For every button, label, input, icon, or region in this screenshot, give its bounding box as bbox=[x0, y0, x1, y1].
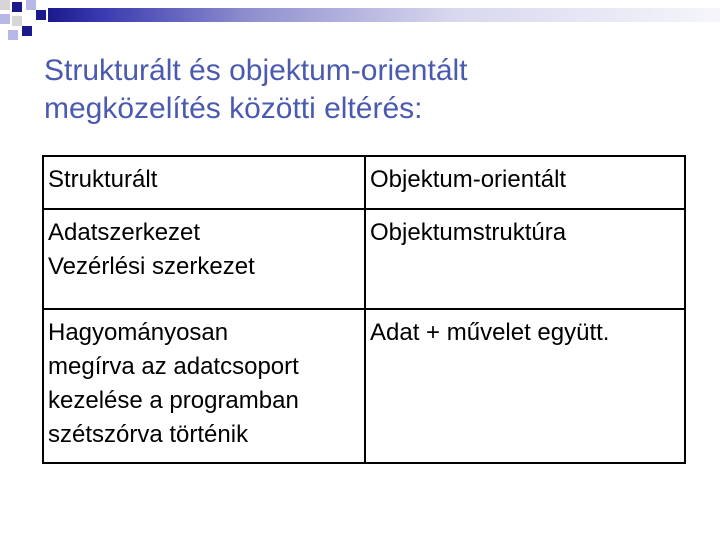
corner-decoration-square bbox=[26, 0, 36, 10]
table-header-row bbox=[43, 156, 685, 209]
header-cell-object-oriented: Objektum-orientált bbox=[365, 156, 685, 209]
corner-decoration-square bbox=[12, 2, 22, 12]
slide-title bbox=[44, 52, 684, 128]
cell-line: Objektumstruktúra bbox=[370, 219, 567, 246]
header-cell-structured: Strukturált bbox=[43, 156, 365, 209]
corner-decoration-square bbox=[22, 26, 32, 36]
table-row bbox=[43, 209, 685, 309]
comparison-table bbox=[42, 155, 686, 464]
table-cell-right bbox=[365, 309, 685, 463]
cell-line: Adat + művelet együtt. bbox=[370, 319, 610, 346]
cell-line: Hagyományosan bbox=[48, 319, 229, 346]
table-row bbox=[43, 309, 685, 463]
corner-decoration-square bbox=[8, 30, 18, 40]
cell-line: szétszórva történik bbox=[48, 421, 249, 448]
table-cell-right bbox=[365, 209, 685, 309]
slide-title-line: megközelítés közötti eltérés: bbox=[44, 92, 423, 125]
cell-line: megírva az adatcsoport bbox=[48, 353, 299, 380]
corner-decoration-square bbox=[0, 0, 10, 10]
cell-line: Adatszerkezet bbox=[48, 219, 201, 246]
corner-decoration-square bbox=[0, 14, 10, 24]
table-cell-left bbox=[43, 209, 365, 309]
corner-decoration-square bbox=[36, 10, 46, 20]
table-cell-left bbox=[43, 309, 365, 463]
slide-title-line: Strukturált és objektum-orientált bbox=[44, 54, 468, 87]
cell-line: Vezérlési szerkezet bbox=[48, 253, 255, 280]
corner-decoration-square bbox=[12, 16, 22, 26]
cell-line: kezelése a programban bbox=[48, 387, 299, 414]
header-gradient-bar bbox=[48, 8, 720, 22]
